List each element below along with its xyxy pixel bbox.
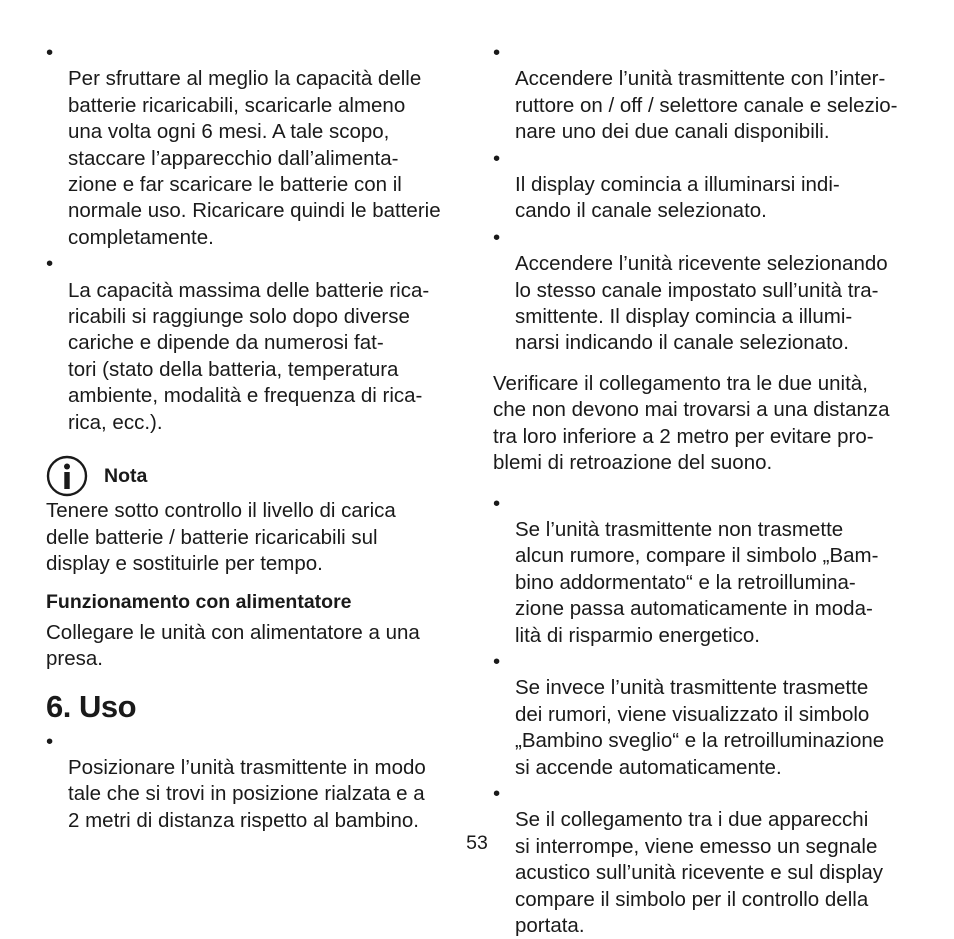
list-item-text: Se l’unità trasmittente non trasmette alcun rumore, compare il simbolo „Bam- bino addormentato“ e la retroillumina- zione passa automaticamente in moda- lità di risparmio energetico. — [515, 518, 878, 647]
list-item — [46, 251, 464, 436]
list-item-text: Il display comincia a illuminarsi indi- cando il canale selezionato. — [515, 173, 840, 222]
list-item-text: Accendere l’unità trasmittente con l’inter- ruttore on / off / selettore canale e selezio- nare uno dei due canali disponibili. — [515, 67, 898, 143]
list-item-text: Per sfruttare al meglio la capacità delle batterie ricaricabili, scaricarle almeno una volta ogni 6 mesi. A tale scopo, staccare l’apparecchio dall’alimenta- zione e far scaricare le batterie con il normale uso. Ricaricare quindi le batterie completamente. — [68, 67, 441, 248]
right-bullet-list-bottom — [493, 491, 913, 939]
left-column — [46, 40, 464, 834]
list-item — [493, 40, 913, 146]
note-title: Nota — [104, 463, 147, 489]
list-item — [493, 146, 913, 225]
list-item-text: Se invece l’unità trasmittente trasmette dei rumori, viene visualizzato il simbolo „Bambino sveglio“ e la retroilluminazione si accende automaticamente. — [515, 676, 884, 778]
bullet-dot: • — [493, 225, 507, 251]
note-header — [46, 454, 464, 498]
list-item-text: La capacità massima delle batterie rica- ricabili si raggiunge solo dopo diverse cariche e dipende da numerosi fat- tori (stato della batteria, temperatura ambiente, modalità e frequenza di rica- rica, ecc.). — [68, 279, 429, 434]
bullet-dot: • — [493, 491, 507, 517]
list-item — [493, 649, 913, 781]
bullet-dot: • — [46, 729, 60, 755]
page-number: 53 — [0, 830, 954, 856]
list-item — [493, 225, 913, 357]
list-item — [46, 40, 464, 251]
bullet-dot: • — [493, 781, 507, 807]
left-bullet-list-bottom — [46, 729, 464, 835]
list-item-text: Accendere l’unità ricevente selezionando lo stesso canale impostato sull’unità tra- smittente. Il display comincia a illumi- narsi indicando il canale selezionato. — [515, 252, 888, 354]
bullet-dot: • — [493, 40, 507, 66]
list-item-text: Se il collegamento tra i due apparecchi si interrompe, viene emesso un segnale acustico sull’unità ricevente e sul display compare il simbolo per il controllo della portata. — [515, 808, 883, 937]
list-item — [493, 781, 913, 939]
list-item — [493, 491, 913, 649]
left-bullet-list-top — [46, 40, 464, 436]
right-column — [493, 40, 913, 939]
subheading: Funzionamento con alimentatore — [46, 589, 464, 615]
section-title: 6. Uso — [46, 689, 464, 725]
bullet-dot: • — [493, 146, 507, 172]
info-icon — [46, 455, 88, 497]
list-item-text: Posizionare l’unità trasmittente in modo tale che si trovi in posizione rialzata e a 2 metri di distanza rispetto al bambino. — [68, 756, 426, 832]
right-bullet-list-top — [493, 40, 913, 357]
note-text: Tenere sotto controllo il livello di carica delle batterie / batterie ricaricabili sul display e sostituirle per tempo. — [46, 498, 464, 577]
bullet-dot: • — [46, 251, 60, 277]
subheading-text: Collegare le unità con alimentatore a una presa. — [46, 620, 464, 673]
list-item — [46, 729, 464, 835]
bullet-dot: • — [46, 40, 60, 66]
bullet-dot: • — [493, 649, 507, 675]
connection-paragraph: Verificare il collegamento tra le due unità, che non devono mai trovarsi a una distanza tra loro inferiore a 2 metro per evitare pro- blemi di retroazione del suono. — [493, 371, 913, 477]
